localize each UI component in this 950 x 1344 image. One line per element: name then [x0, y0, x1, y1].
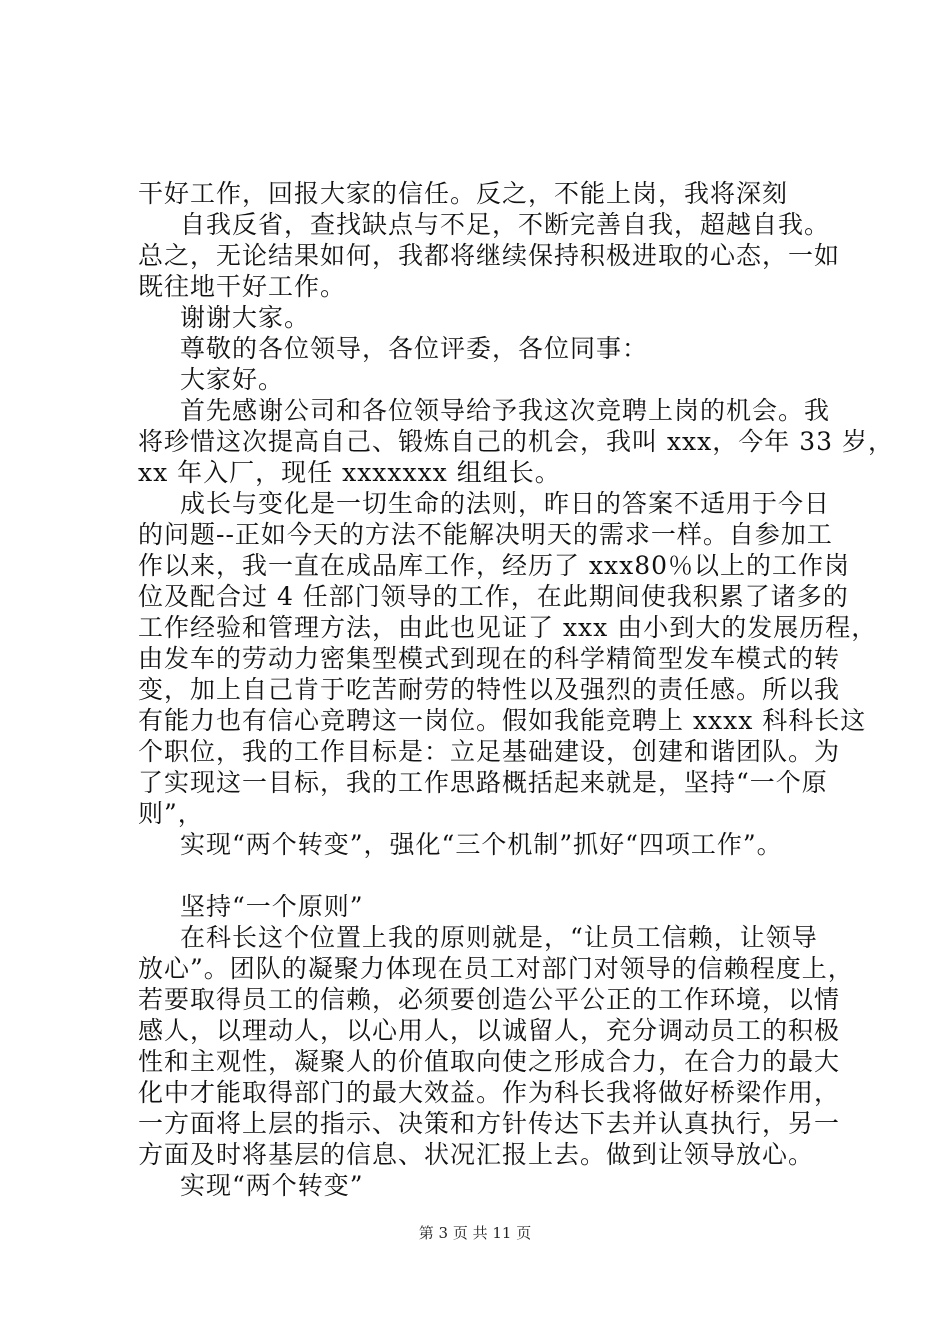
text-line: 由发车的劳动力密集型模式到现在的科学精简型发车模式的转: [138, 644, 841, 673]
page-footer: 第 3 页 共 11 页: [418, 1224, 532, 1242]
text-line: 位及配合过 4 任部门领导的工作，在此期间使我积累了诸多的: [138, 582, 849, 611]
text-line: 谢谢大家。: [180, 303, 311, 332]
text-line: 成长与变化是一切生命的法则，昨日的答案不适用于今日: [180, 489, 831, 518]
text-line: 方面及时将基层的信息、状况汇报上去。做到让领导放心。: [138, 1140, 815, 1169]
text-line: 了实现这一目标，我的工作思路概括起来就是，坚持“一个原: [138, 768, 828, 797]
text-line: 实现“两个转变”，强化“三个机制”抓好“四项工作”。: [180, 830, 783, 859]
text-line: 自我反省，查找缺点与不足，不断完善自我，超越自我。: [180, 210, 831, 239]
text-line: 作以来，我一直在成品库工作，经历了 xxx80％以上的工作岗: [138, 551, 851, 580]
text-line: 坚持“一个原则”: [180, 892, 364, 921]
text-line: 感人，以理动人，以心用人，以诚留人，充分调动员工的积极: [138, 1016, 841, 1045]
text-line: 总之，无论结果如何，我都将继续保持积极进取的心态，一如: [138, 241, 841, 270]
text-line: 在科长这个位置上我的原则就是，“让员工信赖，让领导: [180, 923, 818, 952]
text-line: 首先感谢公司和各位领导给予我这次竞聘上岗的机会。我: [180, 396, 831, 425]
text-line: 放心”。团队的凝聚力体现在员工对部门对领导的信赖程度上，: [138, 954, 854, 983]
text-line: 既往地干好工作。: [138, 272, 347, 301]
text-line: 实现“两个转变”: [180, 1171, 364, 1200]
text-line: xx 年入厂，现任 xxxxxxx 组组长。: [138, 458, 561, 487]
text-line: 大家好。: [180, 365, 285, 394]
text-line: 将珍惜这次提高自己、锻炼自己的机会，我叫 xxx，今年 33 岁，: [138, 427, 894, 456]
text-line: 性和主观性，凝聚人的价值取向使之形成合力，在合力的最大: [138, 1047, 841, 1076]
text-line: 则”，: [138, 799, 204, 828]
text-line: 工作经验和管理方法，由此也见证了 xxx 由小到大的发展历程，: [138, 613, 878, 642]
text-line: 干好工作，回报大家的信任。反之，不能上岗，我将深刻: [138, 179, 789, 208]
text-line: 若要取得员工的信赖，必须要创造公平公正的工作环境，以情: [138, 985, 841, 1014]
text-line: 个职位，我的工作目标是：立足基础建设，创建和谐团队。为: [138, 737, 841, 766]
text-line: 的问题--正如今天的方法不能解决明天的需求一样。自参加工: [138, 520, 833, 549]
text-line: 一方面将上层的指示、决策和方针传达下去并认真执行，另一: [138, 1109, 841, 1138]
text-line: 化中才能取得部门的最大效益。作为科长我将做好桥梁作用，: [138, 1078, 841, 1107]
text-line: 尊敬的各位领导，各位评委，各位同事：: [180, 334, 649, 363]
text-line: 变，加上自己肯于吃苦耐劳的特性以及强烈的责任感。所以我: [138, 675, 841, 704]
text-line: 有能力也有信心竞聘这一岗位。假如我能竞聘上 xxxx 科科长这: [138, 706, 867, 735]
